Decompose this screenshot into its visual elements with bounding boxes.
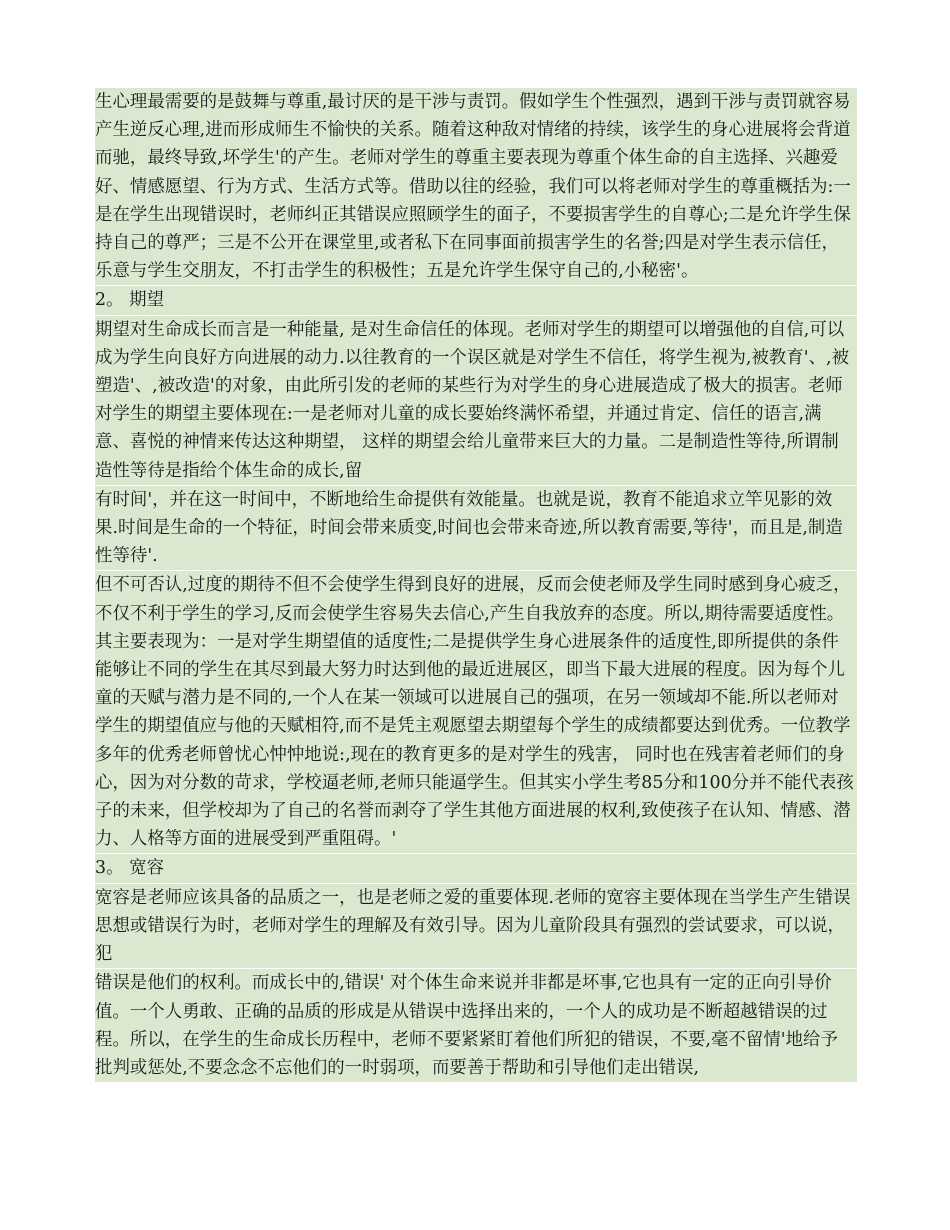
document-page bbox=[95, 88, 857, 1082]
paragraph-respect: 生心理最需要的是鼓舞与尊重,最讨厌的是干涉与责罚。假如学生个性强烈，遇到干涉与责罚就容易产生逆反心理,进而形成师生不愉快的关系。随着这种敌对情绪的持续，该学生的身心进展将会背道而驰，最终导致,坏学生'的产生。老师对学生的尊重主要表现为尊重个体生命的自主选择、兴趣爱好、情感愿望、行为方式、生活方式等。借助以往的经验，我们可以将老师对学生的尊重概括为:一是在学生出现错误时，老师纠正其错误应照顾学生的面子，不要损害学生的自尊心;二是允许学生保持自己的尊严；三是不公开在课堂里,或者私下在同事面前损害学生的名誉;四是对学生表示信任，乐意与学生交朋友，不打击学生的积极性；五是允许学生保守自己的,小秘密'。 bbox=[95, 88, 857, 285]
paragraph-mistakes: 错误是他们的权利。而成长中的,错误' 对个体生命来说并非都是坏事,它也具有一定的正向引导价值。一个人勇敢、正确的品质的形成是从错误中选择出来的，一个人的成功是不断超越错误的过程。所以，在学生的生命成长历程中，老师不要紧紧盯着他们所犯的错误，不要,毫不留情'地给予批判或惩处,不要念念不忘他们的一时弱项，而要善于帮助和引导他们走出错误, bbox=[95, 968, 857, 1082]
paragraph-waiting: 有时间'，并在这一时间中，不断地给生命提供有效能量。也就是说，教育不能追求立竿见影的效果.时间是生命的一个特征，时间会带来质变,时间也会带来奇迹,所以教育需要,等待'，而且是,制造性等待'. bbox=[95, 485, 857, 571]
paragraph-moderation: 但不可否认,过度的期待不但不会使学生得到良好的进展，反而会使老师及学生同时感到身心疲乏，不仅不利于学生的学习,反而会使学生容易失去信心,产生自我放弃的态度。所以,期待需要适度性。其主要表现为：一是对学生期望值的适度性;二是提供学生身心进展条件的适度性,即所提供的条件能够让不同的学生在其尽到最大努力时达到他的最近进展区，即当下最大进展的程度。因为每个儿童的天赋与潜力是不同的,一个人在某一领域可以进展自己的强项，在另一领域却不能.所以老师对学生的期望值应与他的天赋相符,而不是凭主观愿望去期望每个学生的成绩都要达到优秀。一位教学多年的优秀老师曾忧心忡忡地说:,现在的教育更多的是对学生的残害， 同时也在残害着老师们的身心，因为对分数的苛求，学校逼老师,老师只能逼学生。但其实小学生考85分和100分并不能代表孩子的未来，但学校却为了自己的名誉而剥夺了学生其他方面进展的权利,致使孩子在认知、情感、潜力、人格等方面的进展受到严重阻碍。' bbox=[95, 570, 857, 853]
heading-tolerance: 3。 宽容 bbox=[95, 853, 857, 882]
paragraph-expectation: 期望对生命成长而言是一种能量, 是对生命信任的体现。老师对学生的期望可以增强他的自信,可以成为学生向良好方向进展的动力.以往教育的一个误区就是对学生不信任，将学生视为,被教育'、,被塑造'、,被改造'的对象，由此所引发的老师的某些行为对学生的身心进展造成了极大的损害。老师对学生的期望主要体现在:一是老师对儿童的成长要始终满怀希望，并通过肯定、信任的语言,满意、喜悦的神情来传达这种期望， 这样的期望会给儿童带来巨大的力量。二是制造性等待,所谓制造性等待是指给个体生命的成长,留 bbox=[95, 315, 857, 485]
paragraph-tolerance: 宽容是老师应该具备的品质之一，也是老师之爱的重要体现.老师的宽容主要体现在当学生产生错误思想或错误行为时，老师对学生的理解及有效引导。因为儿童阶段具有强烈的尝试要求，可以说，犯 bbox=[95, 883, 857, 969]
heading-expectation: 2。 期望 bbox=[95, 285, 857, 314]
